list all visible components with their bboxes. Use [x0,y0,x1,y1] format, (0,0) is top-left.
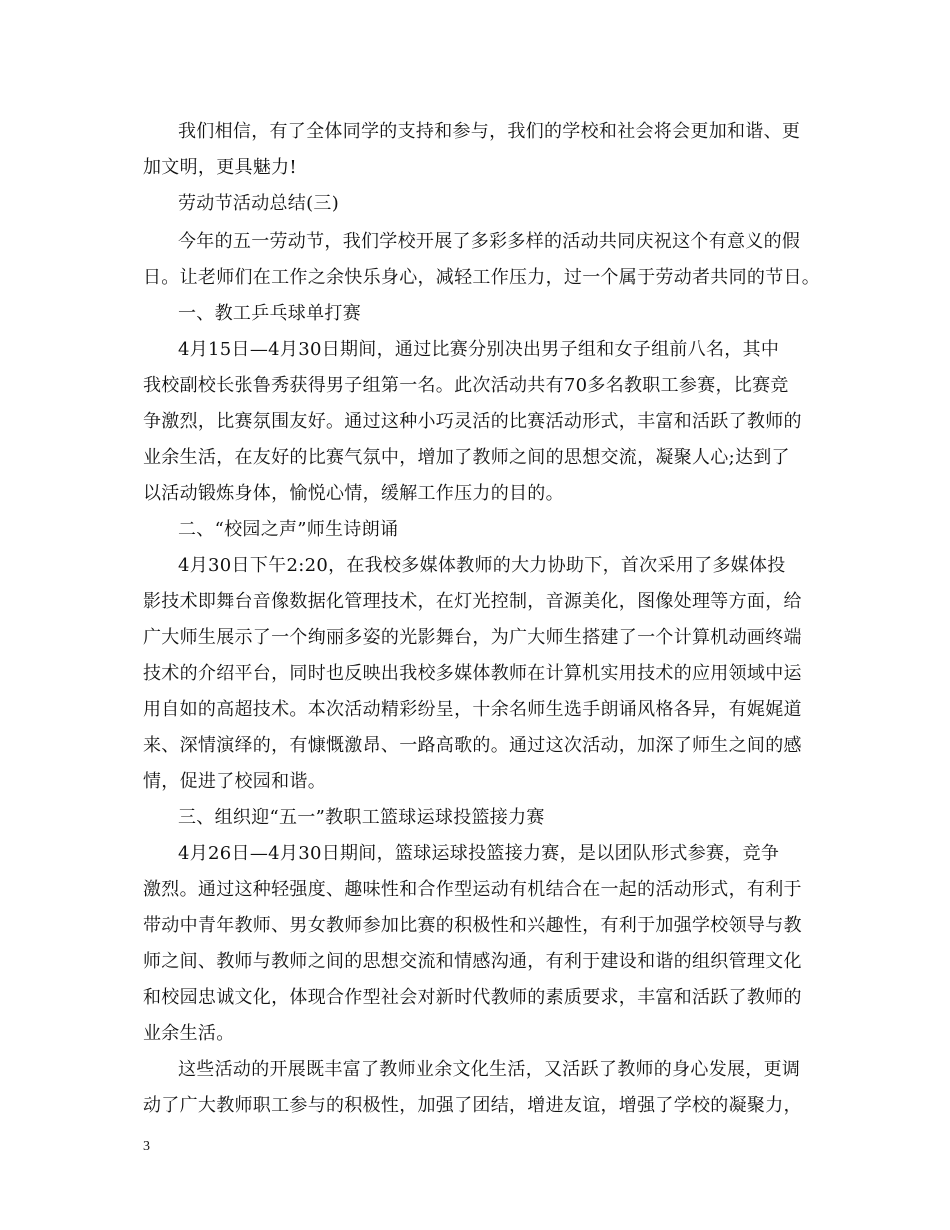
text-line: 我校副校长张鲁秀获得男子组第一名。此次活动共有70多名教职工参赛，比赛竞 [143,375,789,396]
text-line: 我们相信，有了全体同学的支持和参与，我们的学校和社会将会更加和谐、更 [178,121,801,142]
text-line: 来、深情演绎的，有慷慨激昂、一路高歌的。通过这次活动，加深了师生之间的感 [143,735,802,756]
text-line: 动了广大教师职工参与的积极性，加强了团结，增进友谊，增强了学校的凝聚力， [143,1095,802,1116]
text-line: 业余生活。 [143,1023,235,1044]
text-line: 4月26日—4月30日期间，篮球运球投篮接力赛，是以团队形式参赛，竞争 [178,843,780,864]
text-line: 日。让老师们在工作之余快乐身心，减轻工作压力，过一个属于劳动者共同的节日。 [143,267,821,288]
subsection-heading: 二、“校园之声”师生诗朗诵 [178,519,399,540]
subsection-heading: 一、教工乒乓球单打赛 [178,303,361,324]
text-line: 带动中青年教师、男女教师参加比赛的积极性和兴趣性，有利于加强学校领导与教 [143,915,802,936]
text-line: 用自如的高超技术。本次活动精彩纷呈，十余名师生选手朗诵风格各异，有娓娓道 [143,699,802,720]
text-line: 争激烈，比赛氛围友好。通过这种小巧灵活的比赛活动形式，丰富和活跃了教师的 [143,411,802,432]
text-line: 以活动锻炼身体，愉悦心情，缓解工作压力的目的。 [143,483,564,504]
section-heading: 劳动节活动总结(三) [178,193,340,214]
text-line: 广大师生展示了一个绚丽多姿的光影舞台，为广大师生搭建了一个计算机动画终端 [143,627,802,648]
text-line: 技术的介绍平台，同时也反映出我校多媒体教师在计算机实用技术的应用领域中运 [143,663,802,684]
text-line: 加文明，更具魅力! [143,157,297,178]
page-number: 3 [143,1139,150,1154]
text-line: 和校园忠诚文化，体现合作型社会对新时代教师的素质要求，丰富和活跃了教师的 [143,987,802,1008]
text-line: 师之间、教师与教师之间的思想交流和情感沟通，有利于建设和谐的组织管理文化 [143,951,802,972]
text-line: 4月30日下午2:20，在我校多媒体教师的大力协助下，首次采用了多媒体投 [178,555,786,576]
text-line: 4月15日—4月30日期间，通过比赛分别决出男子组和女子组前八名，其中 [178,339,780,360]
text-line: 今年的五一劳动节，我们学校开展了多彩多样的活动共同庆祝这个有意义的假 [178,231,801,252]
text-line: 激烈。通过这种轻强度、趣味性和合作型运动有机结合在一起的活动形式，有利于 [143,879,802,900]
text-line: 情，促进了校园和谐。 [143,771,326,792]
text-line: 影技术即舞台音像数据化管理技术，在灯光控制，音源美化，图像处理等方面，给 [143,591,802,612]
text-line: 这些活动的开展既丰富了教师业余文化生活，又活跃了教师的身心发展，更调 [178,1059,801,1080]
subsection-heading: 三、组织迎“五一”教职工篮球运球投篮接力赛 [178,807,545,828]
text-line: 业余生活，在友好的比赛气氛中，增加了教师之间的思想交流，凝聚人心;达到了 [143,447,790,468]
